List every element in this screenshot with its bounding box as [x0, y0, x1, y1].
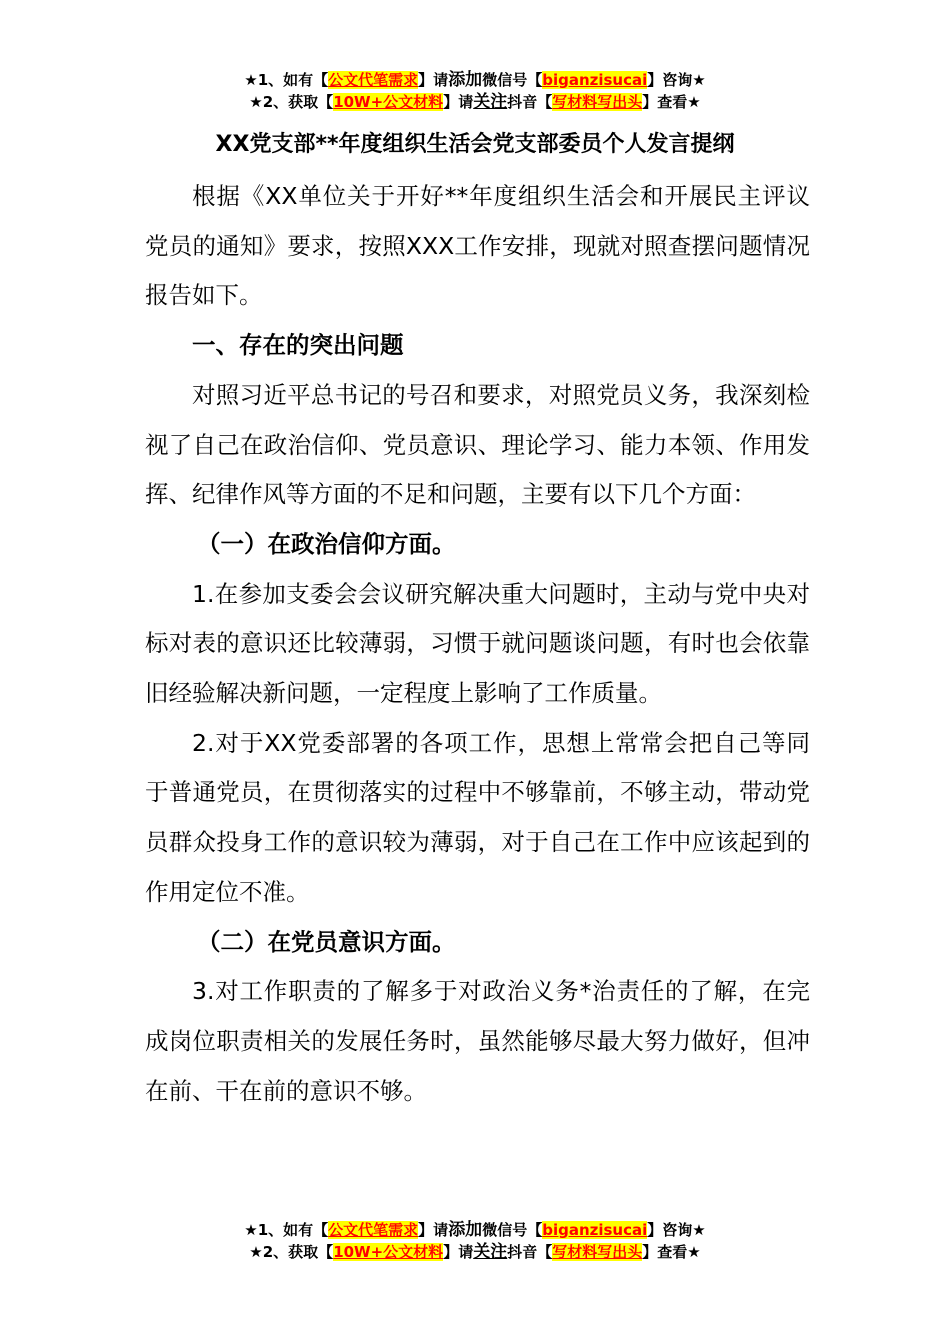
banner-text: 】请: [418, 71, 449, 89]
document-title: XX党支部**年度组织生活会党支部委员个人发言提纲: [215, 132, 735, 157]
document-body: [145, 172, 810, 1116]
wechat-id-highlight: biganzisucai: [542, 1221, 648, 1239]
banner-text: 抖音【: [507, 1243, 553, 1261]
banner-text: 】咨询★: [647, 71, 706, 89]
subsection-heading: （二）在党员意识方面。: [197, 927, 456, 956]
banner-text: ★2、获取【: [249, 93, 334, 111]
intro-paragraph: 根据《XX单位关于开好**年度组织生活会和开展民主评议党员的通知》要求，按照XXX工作安排，现就对照查摆问题情况报告如下。: [145, 182, 810, 310]
banner-emphasis: 关注: [473, 92, 508, 112]
banner-text: 微信号【: [482, 1221, 543, 1239]
banner-text: 】请: [443, 1243, 474, 1261]
banner-line-1: [0, 1219, 950, 1241]
section-heading: 一、存在的突出问题: [192, 331, 404, 360]
banner-highlight: 10W+公文材料: [333, 93, 444, 111]
banner-text: 抖音【: [507, 93, 553, 111]
banner-line-1: [0, 69, 950, 91]
banner-line-2: [0, 91, 950, 113]
banner-text: 】咨询★: [647, 1221, 706, 1239]
banner-text: ★1、如有【: [244, 71, 329, 89]
banner-emphasis: 添加: [448, 1220, 483, 1240]
banner-text: 】请: [418, 1221, 449, 1239]
footer-banner: [0, 1219, 950, 1263]
banner-text: 】请: [443, 93, 474, 111]
banner-highlight: 公文代笔需求: [328, 1221, 419, 1239]
wechat-id-highlight: biganzisucai: [542, 71, 648, 89]
banner-text: ★2、获取【: [249, 1243, 334, 1261]
item-paragraph: 3.对工作职责的了解多于对政治义务*治责任的了解，在完成岗位职责相关的发展任务时，虽然能够尽最大努力做好，但冲在前、干在前的意识不够。: [145, 977, 810, 1105]
item-paragraph: 1.在参加支委会会议研究解决重大问题时，主动与党中央对标对表的意识还比较薄弱，习惯于就问题谈问题，有时也会依靠旧经验解决新问题，一定程度上影响了工作质量。: [145, 579, 810, 708]
banner-text: 】查看★: [642, 1243, 701, 1261]
subsection-heading: （一）在政治信仰方面。: [197, 529, 456, 558]
banner-text: ★1、如有【: [244, 1221, 329, 1239]
banner-text: 微信号【: [482, 71, 543, 89]
banner-highlight: 10W+公文材料: [333, 1243, 444, 1261]
item-paragraph: 2.对于XX党委部署的各项工作，思想上常常会把自己等同于普通党员，在贯彻落实的过程中不够靠前，不够主动，带动党员群众投身工作的意识较为薄弱，对于自己在工作中应该起到的作用定位不准。: [145, 728, 810, 906]
douyin-id-highlight: 写材料写出头: [552, 1243, 643, 1261]
douyin-id-highlight: 写材料写出头: [552, 93, 643, 111]
banner-emphasis: 添加: [448, 70, 483, 90]
header-banner: [0, 69, 950, 113]
banner-text: 】查看★: [642, 93, 701, 111]
section-intro-paragraph: 对照习近平总书记的号召和要求，对照党员义务，我深刻检视了自己在政治信仰、党员意识、理论学习、能力本领、作用发挥、纪律作风等方面的不足和问题，主要有以下几个方面：: [145, 380, 810, 509]
banner-emphasis: 关注: [473, 1242, 508, 1262]
banner-highlight: 公文代笔需求: [328, 71, 419, 89]
banner-line-2: [0, 1241, 950, 1263]
